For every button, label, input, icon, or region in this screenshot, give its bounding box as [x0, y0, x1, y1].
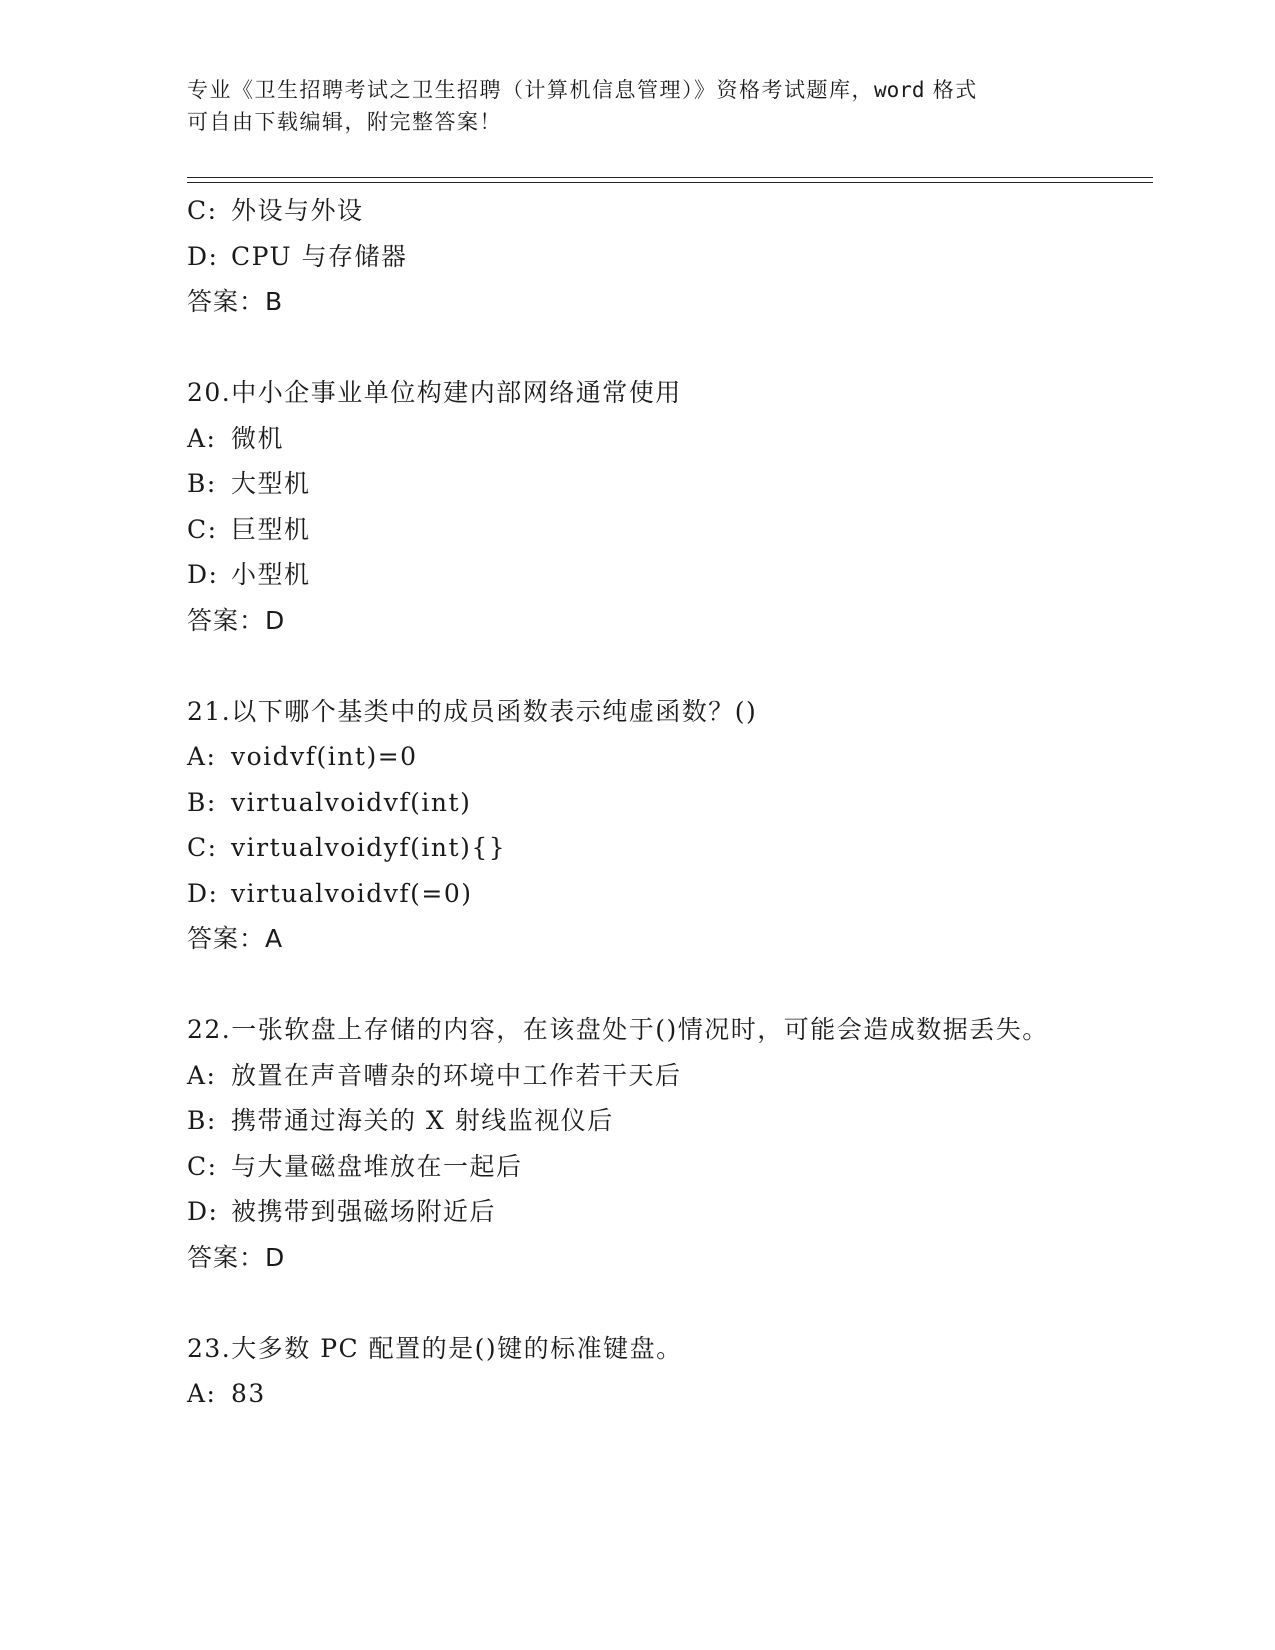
answer-line: 答案：D	[187, 1242, 286, 1272]
option-letter: B:	[187, 787, 217, 817]
question-stem: 20.中小企事业单位构建内部网络通常使用	[187, 378, 682, 407]
option-d	[187, 871, 1087, 917]
option-c	[187, 188, 1087, 234]
option-d	[187, 234, 1087, 280]
answer-line: 答案：D	[187, 605, 286, 635]
option-text: CPU 与存储器	[231, 241, 408, 271]
option-letter: A:	[187, 1379, 217, 1408]
option-d	[187, 552, 1087, 598]
option-text: 放置在声音嘈杂的环境中工作若干天后	[231, 1060, 682, 1090]
option-text: virtualvoidvf(int)	[231, 787, 472, 817]
spacer	[187, 962, 1087, 1008]
option-letter: B:	[187, 1106, 217, 1135]
option-letter: B:	[187, 469, 217, 498]
header-line-1-suffix: 格式	[924, 78, 978, 102]
option-a	[187, 1053, 1087, 1099]
option-a	[187, 416, 1087, 462]
option-text: 被携带到强磁场附近后	[231, 1197, 497, 1226]
option-b	[187, 461, 1087, 507]
header-divider-bottom	[187, 182, 1153, 183]
option-a	[187, 734, 1087, 780]
option-text: 大型机	[231, 469, 311, 498]
option-d	[187, 1189, 1087, 1235]
question-stem: 22.一张软盘上存储的内容，在该盘处于()情况时，可能会造成数据丢失。	[187, 1015, 1049, 1044]
option-letter: A:	[187, 1060, 217, 1090]
spacer	[187, 1280, 1087, 1326]
option-text: 巨型机	[231, 514, 311, 544]
option-letter: C:	[187, 833, 218, 862]
option-text: voidvf(int)=0	[231, 742, 418, 771]
option-text: 携带通过海关的 X 射线监视仪后	[231, 1106, 614, 1135]
option-text: 微机	[231, 423, 285, 453]
question-list	[187, 188, 1087, 1417]
option-text: 外设与外设	[231, 196, 364, 225]
header-line-1	[187, 74, 1077, 106]
header-divider-top	[187, 177, 1153, 178]
header-line-1-word: word	[874, 78, 925, 102]
option-c	[187, 825, 1087, 871]
option-text: virtualvoidyf(int){}	[231, 833, 507, 862]
option-c	[187, 507, 1087, 553]
option-letter: A:	[187, 423, 217, 453]
option-letter: D:	[187, 1197, 219, 1226]
option-text: 与大量磁盘堆放在一起后	[231, 1151, 523, 1181]
option-text: virtualvoidvf(=0)	[231, 878, 473, 908]
option-letter: A:	[187, 742, 217, 771]
option-text: 小型机	[231, 560, 311, 589]
header-line-2: 可自由下载编辑，附完整答案！	[187, 110, 502, 134]
option-text: 83	[231, 1379, 266, 1408]
option-letter: C:	[187, 1151, 218, 1181]
question-stem: 21.以下哪个基类中的成员函数表示纯虚函数？()	[187, 696, 758, 726]
option-b	[187, 1098, 1087, 1144]
spacer	[187, 643, 1087, 689]
option-letter: D:	[187, 878, 219, 908]
answer-line: 答案：B	[187, 287, 284, 316]
option-letter: D:	[187, 241, 219, 271]
option-letter: D:	[187, 560, 219, 589]
option-letter: C:	[187, 514, 218, 544]
option-b	[187, 780, 1087, 826]
option-letter: C:	[187, 196, 218, 225]
answer-line: 答案：A	[187, 924, 284, 953]
question-stem: 23.大多数 PC 配置的是()键的标准键盘。	[187, 1333, 683, 1363]
spacer	[187, 325, 1087, 371]
option-a	[187, 1371, 1087, 1417]
header-line-1-prefix: 专业《卫生招聘考试之卫生招聘（计算机信息管理）》资格考试题库，	[187, 78, 874, 102]
document-header	[187, 74, 1077, 138]
option-c	[187, 1144, 1087, 1190]
